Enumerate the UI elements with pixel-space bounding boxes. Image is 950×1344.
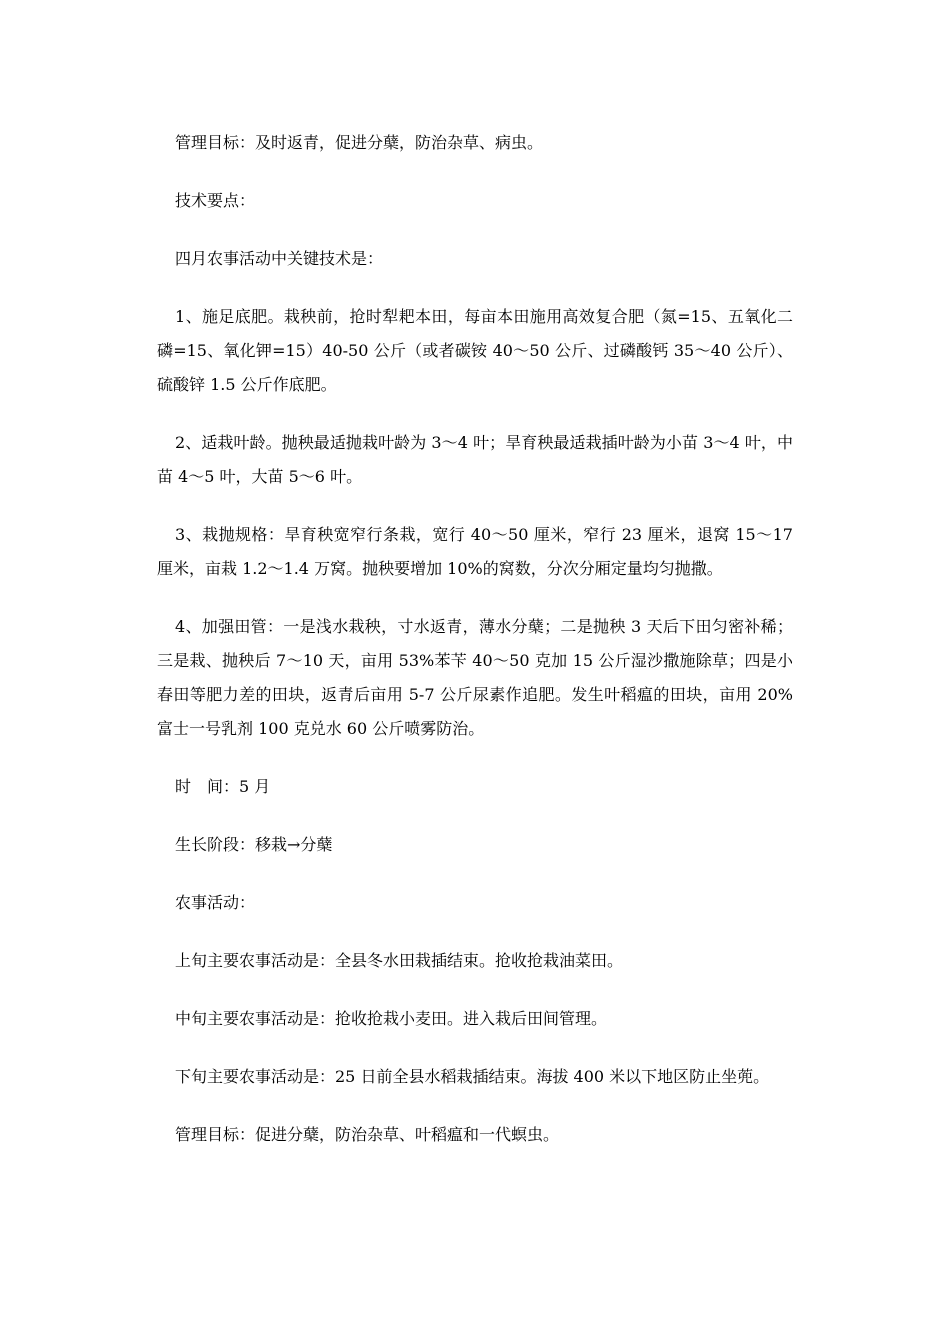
paragraph-growth-stage: 生长阶段：移栽→分蘖	[175, 835, 333, 854]
paragraph-farm-activities: 农事活动：	[175, 893, 256, 912]
paragraph-item-2-leaf-age: 2、适栽叶龄。抛秧最适抛栽叶龄为 3～4 叶；旱育秧最适栽插叶龄为小苗 3～4 叶，中苗 4～5 叶，大苗 5～6 叶。	[157, 433, 793, 486]
paragraph-late-month: 下旬主要农事活动是：25 日前全县水稻栽插结束。海拔 400 米以下地区防止坐蔸。	[175, 1067, 770, 1086]
paragraph-item-3-spacing: 3、栽抛规格：旱育秧宽窄行条栽，宽行 40～50 厘米，窄行 23 厘米，退窝 15～17 厘米，亩栽 1.2～1.4 万窝。抛秧要增加 10%的窝数，分次分厢定量均匀抛撒。	[157, 525, 793, 578]
paragraph-april-key-tech: 四月农事活动中关键技术是：	[175, 249, 384, 268]
document-body	[157, 126, 793, 1176]
paragraph-technical-points: 技术要点：	[175, 191, 256, 210]
paragraph-early-month: 上旬主要农事活动是：全县冬水田栽插结束。抢收抢栽油菜田。	[175, 951, 624, 970]
paragraph-time-may: 时 间：5 月	[175, 777, 271, 796]
paragraph-item-1-base-fertilizer: 1、施足底肥。栽秧前，抢时犁耙本田，每亩本田施用高效复合肥（氮=15、五氧化二磷=15、氧化钾=15）40-50 公斤（或者碳铵 40～50 公斤、过磷酸钙 35～40 公斤）、硫酸锌 1.5 公斤作底肥。	[157, 307, 793, 394]
paragraph-mid-month: 中旬主要农事活动是：抢收抢栽小麦田。进入栽后田间管理。	[175, 1009, 608, 1028]
paragraph-item-4-field-management: 4、加强田管：一是浅水栽秧，寸水返青，薄水分蘖；二是抛秧 3 天后下田匀密补稀；三是栽、抛秧后 7～10 天，亩用 53%苯苄 40～50 克加 15 公斤湿沙撒施除草；四是小春田等肥力差的田块，返青后亩用 5-7 公斤尿素作追肥。发生叶稻瘟的田块，亩用 20%富士一号乳剂 100 克兑水 60 公斤喷雾防治。	[157, 617, 793, 738]
paragraph-management-goal-may: 管理目标：促进分蘖，防治杂草、叶稻瘟和一代螟虫。	[175, 1125, 560, 1144]
paragraph-management-goal-april: 管理目标：及时返青，促进分蘖，防治杂草、病虫。	[175, 133, 544, 152]
